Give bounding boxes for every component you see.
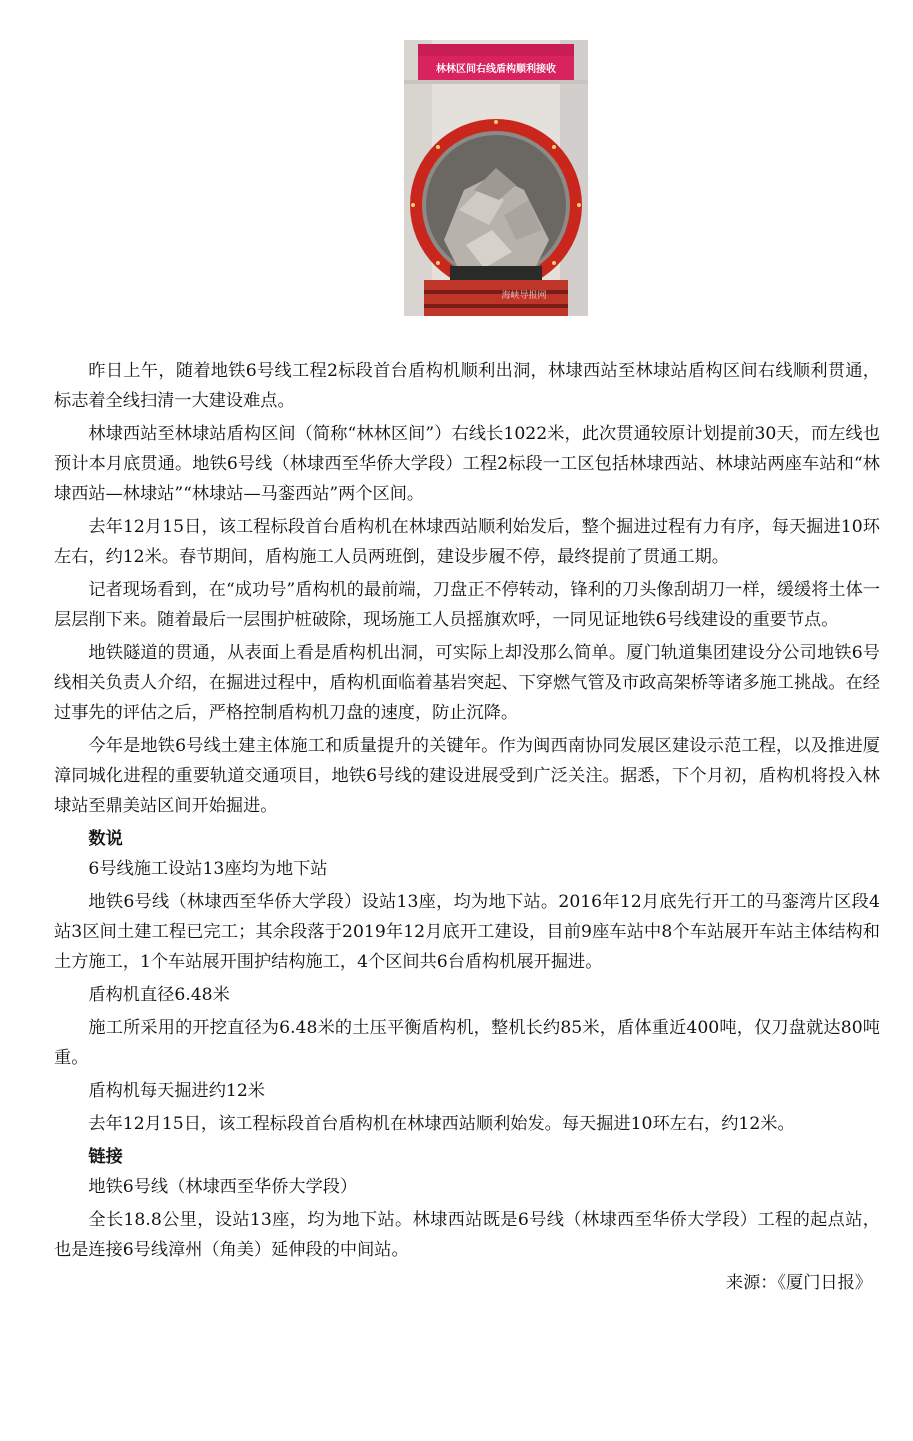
stations-text: 地铁6号线（林埭西至华侨大学段）设站13座，均为地下站。2016年12月底先行开工的马銮湾片区段4站3区间土建工程已完工；其余段落于2019年12月底开工建设，目前9座车站中8个车站展开车站主体结构和土方施工，1个车站展开围护结构施工，4个区间共6台盾构机展开掘进。 (54, 892, 880, 972)
subhead-daily-progress: 盾构机每天掘进约12米 (88, 1081, 265, 1101)
tunnel-photo (404, 40, 588, 316)
paragraph-2: 林埭西站至林埭站盾构区间（简称“林林区间”）右线长1022米，此次贯通较原计划提前30天，而左线也预计本月底贯通。地铁6号线（林埭西至华侨大学段）工程2标段一工区包括林埭西站、林埭站两座车站和“林埭西站—林埭站”“林埭站—马銮西站”两个区间。 (54, 424, 880, 504)
line6-text: 全长18.8公里，设站13座，均为地下站。林埭西站既是6号线（林埭西至华侨大学段）工程的起点站，也是连接6号线漳州（角美）延伸段的中间站。 (54, 1210, 880, 1260)
source-credit: 来源：《厦门日报》 (725, 1273, 872, 1293)
paragraph-3: 去年12月15日，该工程标段首台盾构机在林埭西站顺利始发后，整个掘进过程有力有序，每天掘进10环左右，约12米。春节期间，盾构施工人员两班倒，建设步履不停，最终提前了贯通工期。 (54, 517, 880, 567)
paragraph-1: 昨日上午，随着地铁6号线工程2标段首台盾构机顺利出洞，林埭西站至林埭站盾构区间右线顺利贯通，标志着全线扫清一大建设难点。 (54, 361, 880, 411)
subhead-diameter: 盾构机直径6.48米 (88, 985, 230, 1005)
paragraph-4: 记者现场看到，在“成功号”盾构机的最前端，刀盘正不停转动，锋利的刀头像刮胡刀一样，缓缓将土体一层层削下来。随着最后一层围护桩破除，现场施工人员摇旗欢呼，一同见证地铁6号线建设的重要节点。 (54, 580, 880, 630)
subhead-stations: 6号线施工设站13座均为地下站 (88, 859, 328, 879)
diameter-text: 施工所采用的开挖直径为6.48米的土压平衡盾构机，整机长约85米，盾体重近400吨，仅刀盘就达80吨重。 (54, 1018, 880, 1068)
paragraph-5: 地铁隧道的贯通，从表面上看是盾构机出洞，可实际上却没那么简单。厦门轨道集团建设分公司地铁6号线相关负责人介绍，在掘进过程中，盾构机面临着基岩突起、下穿燃气管及市政高架桥等诸多施工挑战。在经过事先的评估之后，严格控制盾构机刀盘的速度，防止沉降。 (54, 643, 880, 723)
banner-text: 林林区间右线盾构顺利接收 (436, 64, 556, 75)
paragraph-6: 今年是地铁6号线土建主体施工和质量提升的关键年。作为闽西南协同发展区建设示范工程，以及推进厦漳同城化进程的重要轨道交通项目，地铁6号线的建设进展受到广泛关注。据悉，下个月初，盾构机将投入林埭站至鼎美站区间开始掘进。 (54, 736, 880, 816)
photo-watermark: 海峡导报网 (501, 291, 547, 301)
section-heading-link: 链接 (88, 1147, 123, 1167)
article-body (54, 356, 880, 1298)
subhead-line6: 地铁6号线（林埭西至华侨大学段） (88, 1177, 358, 1197)
daily-progress-text: 去年12月15日，该工程标段首台盾构机在林埭西站顺利始发。每天掘进10环左右，约12米。 (88, 1114, 795, 1134)
section-heading-shuoshuo: 数说 (88, 829, 123, 849)
